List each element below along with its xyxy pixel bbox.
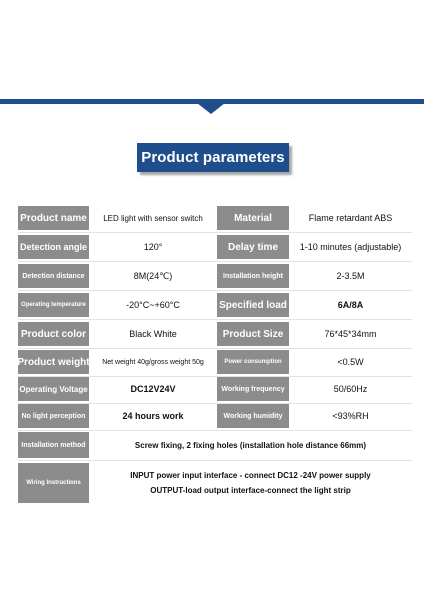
row-divider	[18, 319, 412, 320]
value-operating-temperature: -20°C~+60°C	[126, 300, 180, 310]
value-no-light-perception: 24 hours work	[122, 411, 184, 421]
label-material: Material	[217, 206, 289, 230]
label-product-color: Product color	[18, 322, 89, 346]
label-detection-distance: Detection distance	[18, 264, 89, 288]
value-product-weight: Net weight 40g/gross weight 50g	[102, 358, 204, 366]
value-detection-angle: 120°	[143, 242, 163, 252]
label-specified-load: Specified load	[217, 293, 289, 317]
row-divider	[18, 460, 412, 461]
value-power-consumption: <0.5W	[337, 357, 364, 367]
label-working-humidity: Working humidity	[217, 404, 289, 428]
value-installation-method: Screw fixing, 2 fixing holes (installation hole distance 66mm)	[134, 440, 367, 450]
label-detection-angle: Detection angle	[18, 235, 89, 259]
value-product-size: 76*45*34mm	[324, 329, 377, 339]
divider-notch	[197, 103, 225, 114]
label-product-weight: Product weight	[18, 350, 89, 374]
row-divider	[18, 290, 412, 291]
label-operating-voltage: Operating Voltage	[18, 377, 89, 401]
row-divider	[18, 232, 412, 233]
value-working-frequency: 50/60Hz	[333, 384, 368, 394]
param-row-detection-distance	[18, 264, 412, 288]
wiring-line-input: INPUT power input interface - connect DC12 -24V power supply	[130, 471, 371, 480]
param-row-no-light-perception	[18, 404, 412, 428]
label-no-light-perception: No light perception	[18, 404, 89, 428]
param-row-wiring-instructions	[18, 463, 412, 503]
label-wiring-instructions: Wiring Instructions	[18, 463, 89, 503]
value-operating-voltage: DC12V24V	[130, 384, 176, 394]
param-row-installation-method	[18, 432, 412, 458]
param-row-product-color	[18, 322, 412, 346]
wiring-line-output: OUTPUT-load output interface-connect the light strip	[150, 486, 351, 495]
label-product-size: Product Size	[217, 322, 289, 346]
param-row-product-weight	[18, 350, 412, 374]
label-operating-temperature: Operating temperature	[18, 293, 89, 317]
value-specified-load: 6A/8A	[337, 300, 364, 310]
label-delay-time: Delay time	[217, 235, 289, 259]
value-product-color: Black White	[129, 329, 177, 339]
value-installation-height: 2-3.5M	[336, 271, 365, 281]
label-power-consumption: Power consumption	[217, 350, 289, 374]
page-title: Product parameters	[137, 143, 289, 172]
label-working-frequency: Working frequency	[217, 377, 289, 401]
label-product-name: Product name	[18, 206, 89, 230]
label-installation-height: Installation height	[217, 264, 289, 288]
param-row-operating-temperature	[18, 293, 412, 317]
param-row-operating-voltage	[18, 377, 412, 401]
value-product-name: LED light with sensor switch	[103, 213, 203, 223]
param-row-product-name	[18, 206, 412, 230]
label-installation-method: Installation method	[18, 432, 89, 458]
value-delay-time: 1-10 minutes (adjustable)	[299, 242, 402, 252]
row-divider	[18, 348, 412, 349]
param-row-detection-angle	[18, 235, 412, 259]
value-detection-distance: 8M(24℃)	[133, 270, 173, 281]
value-working-humidity: <93%RH	[332, 411, 369, 421]
value-material: Flame retardant ABS	[308, 213, 393, 223]
wiring-instructions-text	[89, 463, 412, 503]
row-divider	[18, 430, 412, 431]
row-divider	[18, 261, 412, 262]
